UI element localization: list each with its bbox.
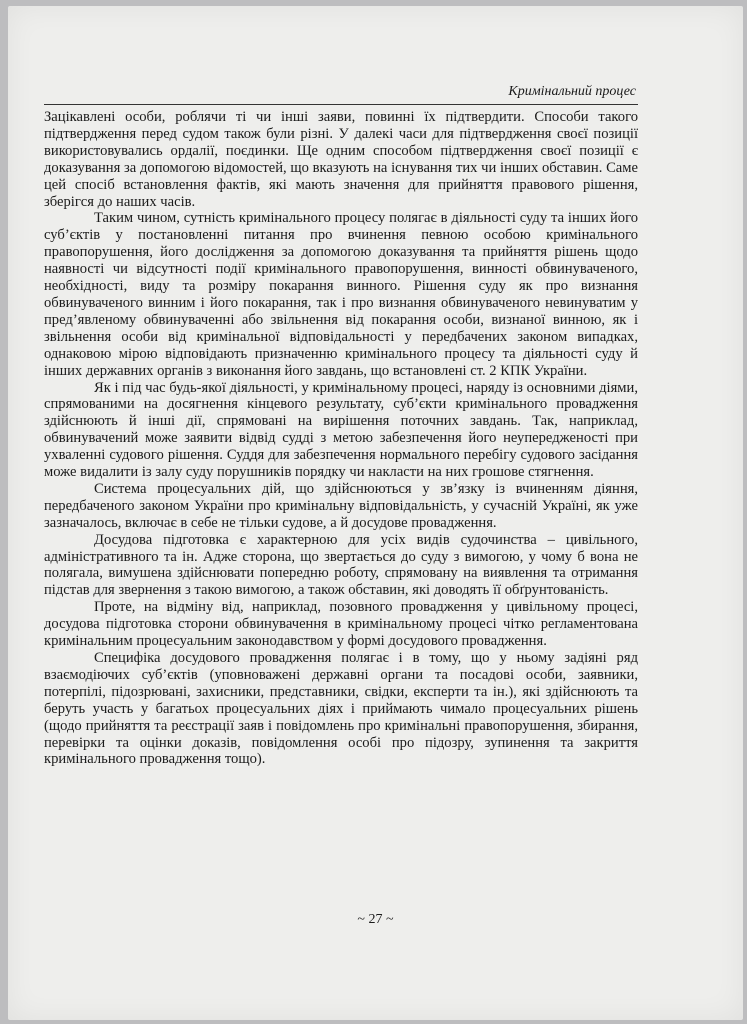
body-text bbox=[44, 109, 638, 768]
paragraph-4: Система процесуальних дій, що здійснюються у зв’язку із вчиненням діяння, передбаченого законом України про кримінальну відповідальність, у сучасній Україні, як уже зазначалось, включає в себе не тільки судове, а й досудове провадження. bbox=[44, 480, 638, 531]
paragraph-3: Як і під час будь-якої діяльності, у кримінальному процесі, наряду із основними діями, спрямованими на досягнення кінцевого результату, суб’єкти кримінального провадження здійснюють й інші дії, спрямовані на вирішення поточних завдань. Так, наприклад, обвинувачений може заявити відвід судді з метою забезпечення його неупередженості при ухваленні судового рішення. Суддя для забезпечення нормального перебігу судового засідання може видалити із залу суду порушників порядку чи накласти на них грошове стягнення. bbox=[44, 379, 638, 481]
paragraph-5: Досудова підготовка є характерною для усіх видів судочинства – цивільного, адміністративного та ін. Адже сторона, що звертається до суду з вимогою, у чому б вона не полягала, вимушена здійснювати попередню роботу, спрямовану на виявлення та отримання підстав для звернення з такою вимогою, а також обставин, які доводять її обґрунтованість. bbox=[44, 531, 638, 599]
paragraph-1: Зацікавлені особи, роблячи ті чи інші заяви, повинні їх підтвердити. Способи такого підтвердження перед судом також були різні. У далекі часи для підтвердження своєї позиції використовувались ордалії, поєдинки. Ще одним способом підтвердження своєї позиції є доказування за допомогою відомостей, що вказують на існування тих чи інших обставин. Саме цей спосіб встановлення фактів, які мають значення для прийняття правового рішення, зберігся до наших часів. bbox=[44, 109, 638, 210]
running-header bbox=[44, 76, 638, 105]
paragraph-7: Специфіка досудового провадження полягає і в тому, що у ньому задіяні ряд взаємодіючих суб’єктів (уповноважені державні органи та посадові особи, заявники, потерпілі, підозрювані, захисники, представники, свідки, експерти та ін.), які здійснюють та беруть участь у багатьох процесуальних діях і приймають чимало процесуальних рішень (щодо прийняття та реєстрації заяв і повідомлень про кримінальні правопорушення, збирання, перевірки та оцінки доказів, повідомлення особі про підозру, зупинення та закриття кримінального провадження тощо). bbox=[44, 650, 638, 768]
page-number: ~ 27 ~ bbox=[357, 912, 394, 927]
book-page bbox=[8, 6, 743, 1020]
paragraph-6: Проте, на відміну від, наприклад, позовного провадження у цивільному процесі, досудова підготовка сторони обвинувачення в кримінальному процесі чітко регламентована кримінальним процесуальним законодавством у формі досудового провадження. bbox=[44, 599, 638, 650]
paragraph-2: Таким чином, сутність кримінального процесу полягає в діяльності суду та інших його суб’єктів у постановленні питання про вчинення певною особою кримінального правопорушення, його дослідження за допомогою доказування та прийняття рішень щодо наявності чи відсутності події кримінального правопорушення, винності обвинуваченого, необхідності, виду та розміру покарання винного. Рішення суду як про визнання обвинуваченого винним і його покарання, так і про визнання обвинуваченого невинуватим у пред’явленому обвинуваченні або звільнення від покарання особи, визнаної винною, як і звільнення особи від кримінальної відповідальності у передбачених законом випадках, однаковою мірою відповідають призначенню кримінального процесу та діяльності суду й інших державних органів з виконання його завдань, що встановлені ст. 2 КПК України. bbox=[44, 210, 638, 379]
running-header-title: Кримінальний процес bbox=[508, 84, 636, 99]
